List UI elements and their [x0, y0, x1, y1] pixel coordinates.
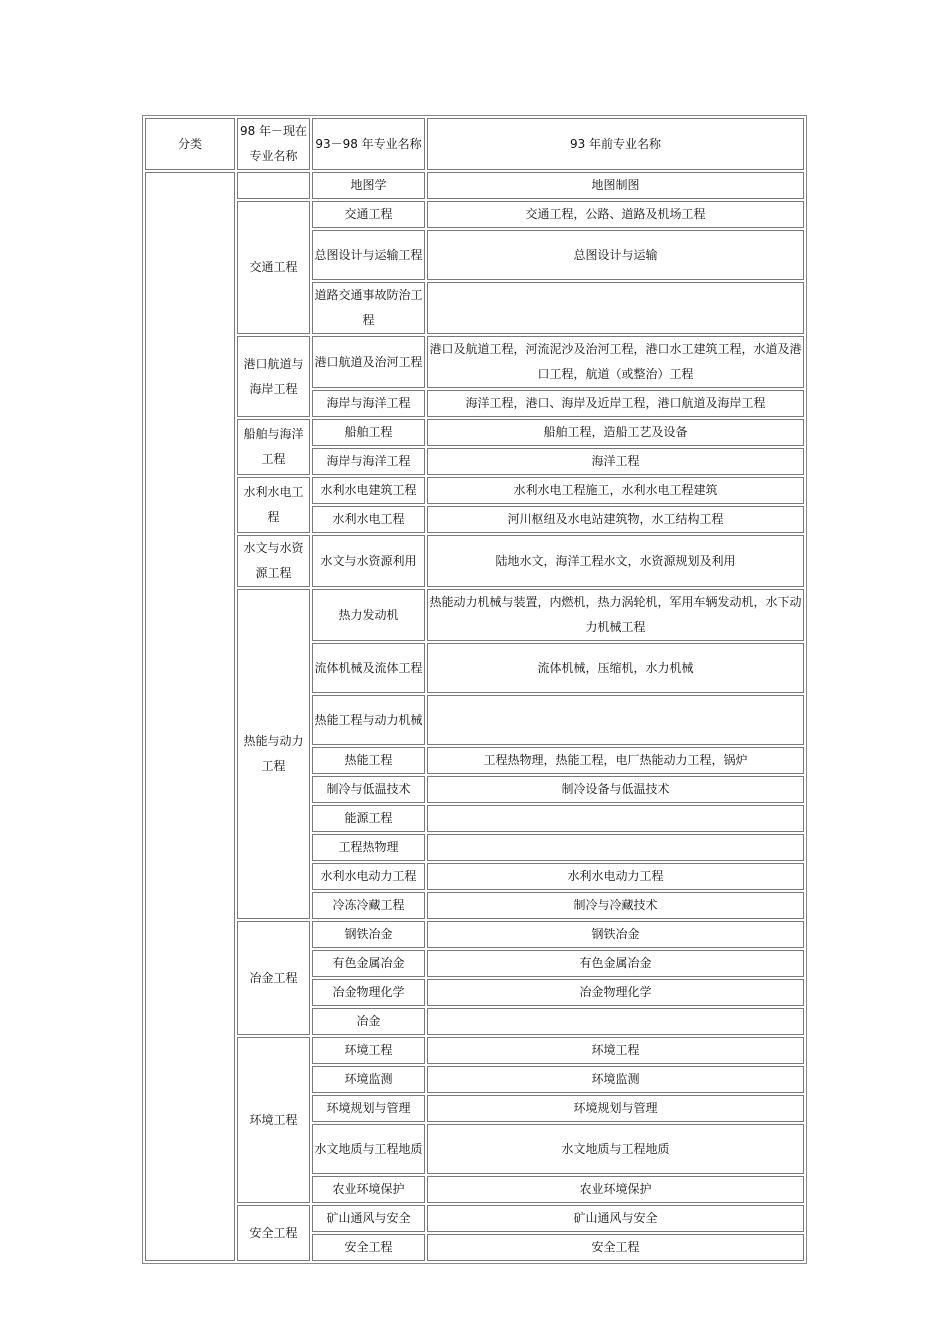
mid-major: 总图设计与运输工程 — [312, 230, 425, 280]
group-name: 港口航道与海岸工程 — [237, 336, 310, 417]
group-name: 交通工程 — [237, 201, 310, 334]
old-major — [427, 695, 804, 745]
mid-major: 水利水电动力工程 — [312, 863, 425, 890]
mid-major: 工程热物理 — [312, 834, 425, 861]
group-name: 安全工程 — [237, 1205, 310, 1261]
old-major: 工程热物理，热能工程，电厂热能动力工程，锅炉 — [427, 747, 804, 774]
header-current-major: 98 年－现在专业名称 — [237, 118, 310, 170]
header-pre-93-major: 93 年前专业名称 — [427, 118, 804, 170]
mid-major: 船舶工程 — [312, 419, 425, 446]
old-major: 热能动力机械与装置，内燃机，热力涡轮机，军用车辆发动机，水下动力机械工程 — [427, 589, 804, 641]
mid-major: 交通工程 — [312, 201, 425, 228]
mid-major: 热能工程与动力机械 — [312, 695, 425, 745]
mid-major: 水文地质与工程地质 — [312, 1124, 425, 1174]
header-93-98-major: 93－98 年专业名称 — [312, 118, 425, 170]
old-major: 水利水电动力工程 — [427, 863, 804, 890]
table-row — [145, 419, 804, 446]
category-cell — [145, 172, 235, 1261]
header-row — [145, 118, 804, 170]
table-row — [145, 1037, 804, 1064]
old-major: 陆地水文，海洋工程水文，水资源规划及利用 — [427, 535, 804, 587]
header-category: 分类 — [145, 118, 235, 170]
old-major: 海洋工程，港口、海岸及近岸工程，港口航道及海岸工程 — [427, 390, 804, 417]
old-major: 安全工程 — [427, 1234, 804, 1261]
old-major: 有色金属冶金 — [427, 950, 804, 977]
old-major: 农业环境保护 — [427, 1176, 804, 1203]
old-major: 地图制图 — [427, 172, 804, 199]
mid-major: 热力发动机 — [312, 589, 425, 641]
old-major: 冶金物理化学 — [427, 979, 804, 1006]
table-row — [145, 1205, 804, 1232]
mid-major: 钢铁冶金 — [312, 921, 425, 948]
old-major: 钢铁冶金 — [427, 921, 804, 948]
table-row — [145, 535, 804, 587]
mid-major: 环境监测 — [312, 1066, 425, 1093]
mid-major: 地图学 — [312, 172, 425, 199]
group-name: 船舶与海洋工程 — [237, 419, 310, 475]
old-major: 总图设计与运输 — [427, 230, 804, 280]
mid-major: 安全工程 — [312, 1234, 425, 1261]
old-major: 海洋工程 — [427, 448, 804, 475]
mid-major: 有色金属冶金 — [312, 950, 425, 977]
old-major — [427, 1008, 804, 1035]
table-row — [145, 172, 804, 199]
mid-major: 流体机械及流体工程 — [312, 643, 425, 693]
old-major — [427, 805, 804, 832]
mid-major: 环境工程 — [312, 1037, 425, 1064]
old-major: 交通工程，公路、道路及机场工程 — [427, 201, 804, 228]
old-major: 矿山通风与安全 — [427, 1205, 804, 1232]
mid-major: 水文与水资源利用 — [312, 535, 425, 587]
mid-major: 冷冻冷藏工程 — [312, 892, 425, 919]
mid-major: 制冷与低温技术 — [312, 776, 425, 803]
mid-major: 环境规划与管理 — [312, 1095, 425, 1122]
mid-major: 农业环境保护 — [312, 1176, 425, 1203]
old-major: 船舶工程，造船工艺及设备 — [427, 419, 804, 446]
old-major: 流体机械，压缩机，水力机械 — [427, 643, 804, 693]
table-row — [145, 477, 804, 504]
old-major: 河川枢纽及水电站建筑物，水工结构工程 — [427, 506, 804, 533]
group-name: 水文与水资源工程 — [237, 535, 310, 587]
group-name — [237, 172, 310, 199]
old-major: 港口及航道工程，河流泥沙及治河工程，港口水工建筑工程，水道及港口工程，航道（或整治）工程 — [427, 336, 804, 388]
old-major — [427, 282, 804, 334]
table-row — [145, 921, 804, 948]
mid-major: 水利水电建筑工程 — [312, 477, 425, 504]
mid-major: 矿山通风与安全 — [312, 1205, 425, 1232]
old-major: 制冷设备与低温技术 — [427, 776, 804, 803]
mid-major: 水利水电工程 — [312, 506, 425, 533]
old-major: 环境工程 — [427, 1037, 804, 1064]
old-major: 环境监测 — [427, 1066, 804, 1093]
page-body — [142, 115, 807, 1264]
mid-major: 热能工程 — [312, 747, 425, 774]
table-row — [145, 201, 804, 228]
group-name: 热能与动力工程 — [237, 589, 310, 919]
mid-major: 冶金物理化学 — [312, 979, 425, 1006]
major-mapping-table — [142, 115, 807, 1264]
mid-major: 海岸与海洋工程 — [312, 448, 425, 475]
old-major: 水利水电工程施工，水利水电工程建筑 — [427, 477, 804, 504]
old-major: 环境规划与管理 — [427, 1095, 804, 1122]
group-name: 环境工程 — [237, 1037, 310, 1203]
group-name: 水利水电工程 — [237, 477, 310, 533]
group-name: 冶金工程 — [237, 921, 310, 1035]
mid-major: 道路交通事故防治工程 — [312, 282, 425, 334]
table-row — [145, 589, 804, 641]
mid-major: 海岸与海洋工程 — [312, 390, 425, 417]
old-major: 制冷与冷藏技术 — [427, 892, 804, 919]
mid-major: 能源工程 — [312, 805, 425, 832]
table-row — [145, 336, 804, 388]
mid-major: 港口航道及治河工程 — [312, 336, 425, 388]
old-major: 水文地质与工程地质 — [427, 1124, 804, 1174]
old-major — [427, 834, 804, 861]
mid-major: 冶金 — [312, 1008, 425, 1035]
